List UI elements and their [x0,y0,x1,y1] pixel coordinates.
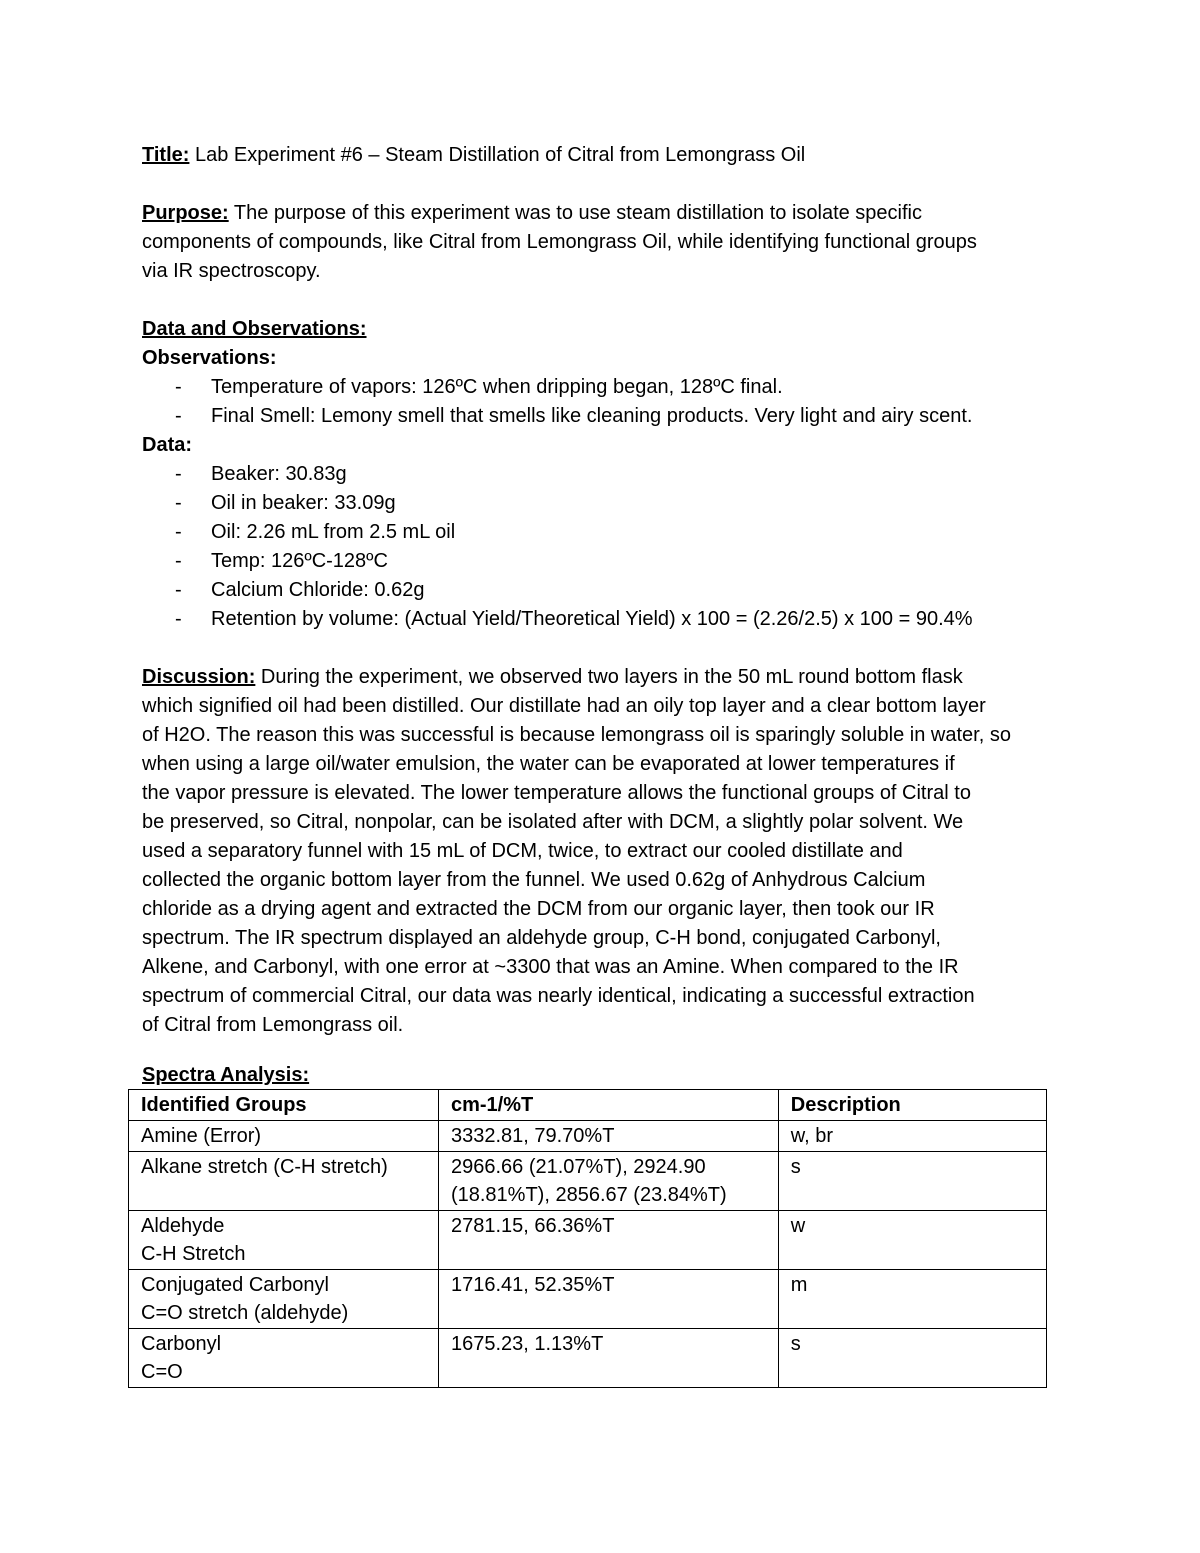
cell-line: 1675.23, 1.13%T [450,1333,604,1355]
table-cell [438,1121,778,1152]
spectra-heading: Spectra Analysis: [142,1064,310,1086]
table-cell [129,1329,439,1388]
column-header: cm-1/%T [438,1090,778,1121]
table-cell: m [778,1270,1046,1329]
cell-line: (18.81%T), 2856.67 (23.84%T) [450,1184,727,1206]
cell-line: Conjugated Carbonyl [141,1274,329,1296]
discussion-paragraph [142,663,1062,1040]
cell-line: C-H Stretch [141,1243,246,1265]
table-header-row [129,1090,1047,1121]
cell-line: 2966.66 (21.07%T), 2924.90 [450,1156,706,1178]
discussion-line: Alkene, and Carbonyl, with one error at ~3300 that was an Amine. When compared to the IR [142,956,959,978]
list-item: - Retention by volume: (Actual Yield/Theoretical Yield) x 100 = (2.26/2.5) x 100 = 90.4% [142,605,1062,634]
discussion-line: be preserved, so Citral, nonpolar, can be isolated after with DCM, a slightly polar solvent. We [142,811,964,833]
list-item: - Oil in beaker: 33.09g [142,489,1062,518]
cell-line: 3332.81, 79.70%T [450,1125,615,1147]
cell-line: Carbonyl [141,1333,222,1355]
purpose-line: The purpose of this experiment was to use steam distillation to isolate specific [228,202,922,224]
table-cell [438,1211,778,1270]
spectra-table [128,1089,1047,1388]
list-item: - Temp: 126ºC-128ºC [142,547,1062,576]
purpose-line: via IR spectroscopy. [142,260,321,282]
purpose-paragraph [142,199,1062,286]
discussion-line: spectrum. The IR spectrum displayed an aldehyde group, C-H bond, conjugated Carbonyl, [142,927,941,949]
list-item: - Final Smell: Lemony smell that smells like cleaning products. Very light and airy scent. [142,402,1062,431]
cell-line: Amine (Error) [141,1125,262,1147]
discussion-label: Discussion: [142,666,256,688]
table-cell [129,1211,439,1270]
title-line [142,141,1062,170]
cell-line: Alkane stretch (C-H stretch) [141,1156,388,1178]
table-cell [438,1329,778,1388]
list-item: - Oil: 2.26 mL from 2.5 mL oil [142,518,1062,547]
column-header: Identified Groups [129,1090,439,1121]
cell-line: 2781.15, 66.36%T [450,1215,615,1237]
document-body [142,141,1062,1040]
observations-label: Observations: [142,347,277,369]
list-item: - Calcium Chloride: 0.62g [142,576,1062,605]
data-label: Data: [142,434,193,456]
table-cell [129,1121,439,1152]
list-item: - Beaker: 30.83g [142,460,1062,489]
table-row [129,1121,1047,1152]
table-row [129,1270,1047,1329]
table-cell [129,1152,439,1211]
purpose-label: Purpose: [142,202,229,224]
observations-list [142,373,1062,431]
discussion-line: collected the organic bottom layer from the funnel. We used 0.62g of Anhydrous Calcium [142,869,926,891]
cell-line: C=O stretch (aldehyde) [141,1302,349,1324]
title-label: Title: [142,144,190,166]
discussion-line: the vapor pressure is elevated. The lower temperature allows the functional groups of Citral to [142,782,971,804]
cell-line: Aldehyde [141,1215,225,1237]
data-list [142,460,1062,634]
table-cell: s [778,1152,1046,1211]
table-row [129,1211,1047,1270]
table-cell [438,1270,778,1329]
discussion-line: spectrum of commercial Citral, our data was nearly identical, indicating a successful extraction [142,985,975,1007]
discussion-line: which signified oil had been distilled. Our distillate had an oily top layer and a clear bottom layer [142,695,986,717]
discussion-line: During the experiment, we observed two layers in the 50 mL round bottom flask [255,666,963,688]
cell-line: C=O [141,1361,183,1383]
table-cell: s [778,1329,1046,1388]
table-row [129,1152,1047,1211]
data-observations-heading: Data and Observations: [142,318,367,340]
table-cell: w [778,1211,1046,1270]
discussion-line: of H2O. The reason this was successful is because lemongrass oil is sparingly soluble in water, so [142,724,1011,746]
discussion-line: of Citral from Lemongrass oil. [142,1014,404,1036]
table-row [129,1329,1047,1388]
title-text: Lab Experiment #6 – Steam Distillation of Citral from Lemongrass Oil [189,144,806,166]
discussion-line: chloride as a drying agent and extracted the DCM from our organic layer, then took our IR [142,898,935,920]
table-cell [438,1152,778,1211]
discussion-line: used a separatory funnel with 15 mL of DCM, twice, to extract our cooled distillate and [142,840,903,862]
list-item: - Temperature of vapors: 126ºC when dripping began, 128ºC final. [142,373,1062,402]
discussion-line: when using a large oil/water emulsion, the water can be evaporated at lower temperatures if [142,753,955,775]
column-header: Description [778,1090,1046,1121]
purpose-line: components of compounds, like Citral from Lemongrass Oil, while identifying functional groups [142,231,977,253]
table-cell [129,1270,439,1329]
cell-line: 1716.41, 52.35%T [450,1274,615,1296]
table-cell: w, br [778,1121,1046,1152]
